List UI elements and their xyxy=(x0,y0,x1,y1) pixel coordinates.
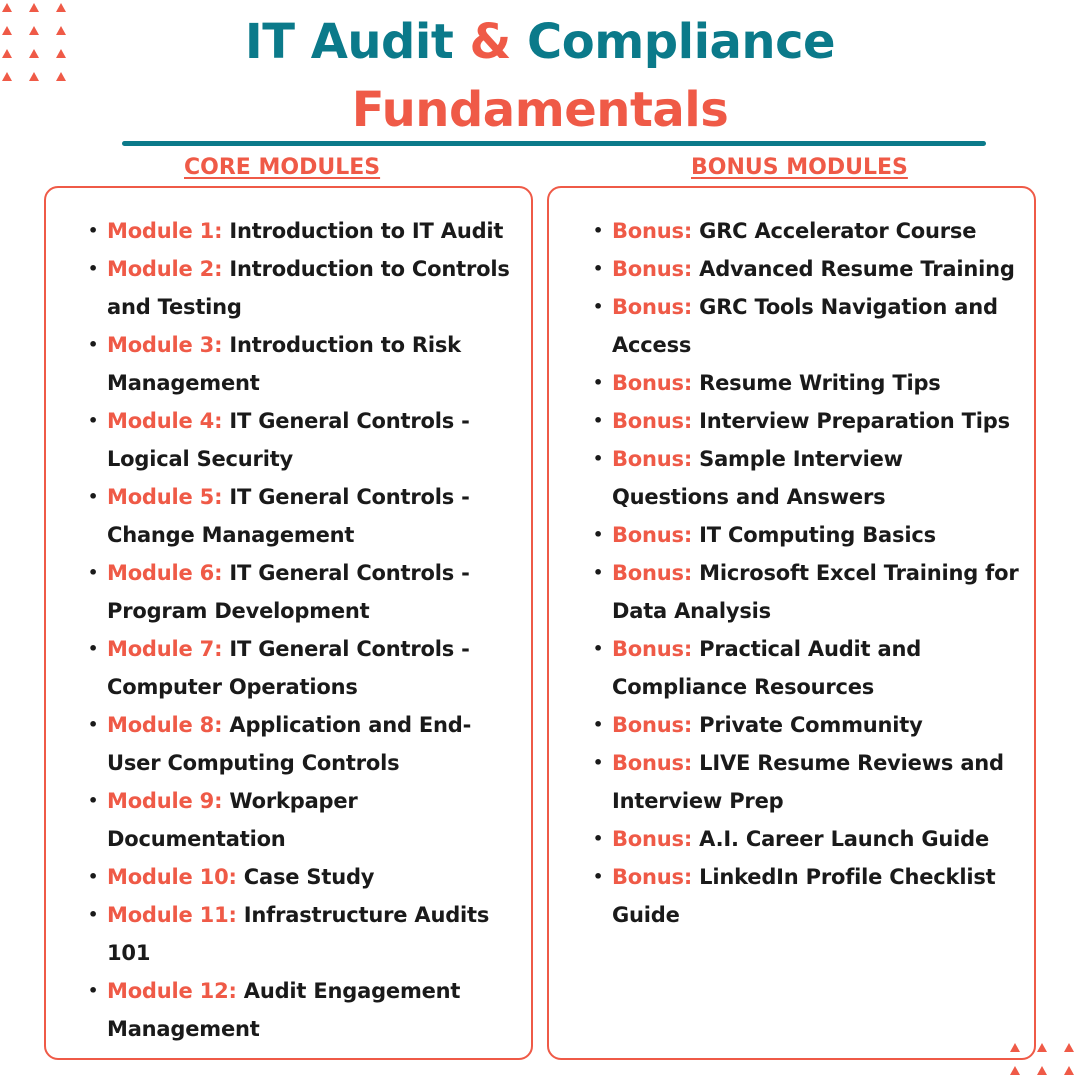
title-part-1: IT Audit xyxy=(244,14,470,70)
triangle-icon xyxy=(29,72,39,81)
bonus-module-item-text: Resume Writing Tips xyxy=(692,371,941,395)
bonus-module-item-label: Bonus: xyxy=(612,637,693,661)
bonus-module-item-text: Interview Preparation Tips xyxy=(692,409,1010,433)
bonus-module-item-label: Bonus: xyxy=(612,561,693,585)
bonus-module-item xyxy=(593,744,1025,820)
triangle-icon xyxy=(29,3,39,12)
core-module-item-label: Module 6: xyxy=(107,561,223,585)
bonus-module-item-label: Bonus: xyxy=(612,865,693,889)
core-module-item-label: Module 7: xyxy=(107,637,223,661)
core-module-item-label: Module 1: xyxy=(107,219,223,243)
core-module-item-label: Module 10: xyxy=(107,865,237,889)
core-module-item xyxy=(88,972,520,1048)
bonus-module-item-text: Advanced Resume Training xyxy=(692,257,1015,281)
core-modules-heading: CORE MODULES xyxy=(184,155,381,180)
bonus-module-item-text: LIVE Resume Reviews and Interview Prep xyxy=(612,751,1004,813)
core-module-item xyxy=(88,212,520,250)
core-module-item-text: IT General Controls - Computer Operations xyxy=(107,637,470,699)
core-module-item-label: Module 12: xyxy=(107,979,237,1003)
core-module-item-text: Workpaper Documentation xyxy=(107,789,358,851)
core-module-item xyxy=(88,782,520,858)
bonus-module-item-text: GRC Tools Navigation and Access xyxy=(612,295,998,357)
triangle-icon xyxy=(2,3,12,12)
triangle-icon xyxy=(56,3,66,12)
bullet-icon: • xyxy=(593,867,604,886)
core-module-item xyxy=(88,250,520,326)
triangle-icon xyxy=(1064,1066,1074,1075)
core-module-item-text: Audit Engagement Management xyxy=(107,979,461,1041)
core-module-item-text: IT General Controls - Change Management xyxy=(107,485,470,547)
bonus-module-item-text: Private Community xyxy=(692,713,923,737)
bonus-module-item-label: Bonus: xyxy=(612,371,693,395)
bonus-module-item xyxy=(593,402,1025,440)
bonus-module-item xyxy=(593,440,1025,516)
bullet-icon: • xyxy=(88,335,99,354)
bonus-module-item-text: Microsoft Excel Training for Data Analysis xyxy=(612,561,1019,623)
title-ampersand: & xyxy=(469,14,511,70)
bullet-icon: • xyxy=(593,829,604,848)
bullet-icon: • xyxy=(88,905,99,924)
bonus-module-item xyxy=(593,554,1025,630)
bullet-icon: • xyxy=(593,563,604,582)
core-module-item xyxy=(88,554,520,630)
bullet-icon: • xyxy=(88,715,99,734)
bullet-icon: • xyxy=(88,639,99,658)
bonus-module-item xyxy=(593,820,1025,858)
core-module-item-text: IT General Controls - Program Development xyxy=(107,561,470,623)
bonus-module-item-label: Bonus: xyxy=(612,409,693,433)
bonus-module-item-text: A.I. Career Launch Guide xyxy=(692,827,989,851)
bullet-icon: • xyxy=(593,259,604,278)
bullet-icon: • xyxy=(593,449,604,468)
bonus-module-item-text: Sample Interview Questions and Answers xyxy=(612,447,903,509)
bullet-icon: • xyxy=(593,525,604,544)
bonus-module-item xyxy=(593,630,1025,706)
core-module-item-text: Application and End-User Computing Controls xyxy=(107,713,472,775)
bonus-module-item xyxy=(593,516,1025,554)
bonus-modules-list xyxy=(593,212,1025,934)
bullet-icon: • xyxy=(593,373,604,392)
bonus-module-item-label: Bonus: xyxy=(612,827,693,851)
bonus-module-item xyxy=(593,250,1025,288)
core-module-item-label: Module 3: xyxy=(107,333,223,357)
core-module-item xyxy=(88,706,520,782)
bullet-icon: • xyxy=(593,753,604,772)
triangle-icon xyxy=(2,72,12,81)
bullet-icon: • xyxy=(88,981,99,1000)
core-module-item xyxy=(88,402,520,478)
core-module-item-text: IT General Controls - Logical Security xyxy=(107,409,470,471)
bonus-module-item-text: Practical Audit and Compliance Resources xyxy=(612,637,922,699)
bonus-module-item-label: Bonus: xyxy=(612,751,693,775)
bullet-icon: • xyxy=(88,411,99,430)
page-subtitle: Fundamentals xyxy=(351,82,729,138)
bullet-icon: • xyxy=(593,715,604,734)
core-module-item xyxy=(88,326,520,402)
core-module-item-text: Introduction to Controls and Testing xyxy=(107,257,510,319)
bullet-icon: • xyxy=(88,221,99,240)
title-divider xyxy=(122,141,986,146)
bonus-module-item xyxy=(593,212,1025,250)
bullet-icon: • xyxy=(593,221,604,240)
bonus-module-item-label: Bonus: xyxy=(612,219,693,243)
bullet-icon: • xyxy=(88,791,99,810)
bullet-icon: • xyxy=(593,411,604,430)
bullet-icon: • xyxy=(88,259,99,278)
core-module-item-label: Module 8: xyxy=(107,713,223,737)
bonus-module-item-text: IT Computing Basics xyxy=(692,523,936,547)
core-module-item-label: Module 2: xyxy=(107,257,223,281)
bonus-module-item-label: Bonus: xyxy=(612,257,693,281)
bonus-module-item-label: Bonus: xyxy=(612,523,693,547)
core-module-item-text: Case Study xyxy=(236,865,375,889)
core-modules-list xyxy=(88,212,520,1048)
bonus-module-item-label: Bonus: xyxy=(612,447,693,471)
bullet-icon: • xyxy=(88,487,99,506)
bonus-module-item xyxy=(593,288,1025,364)
core-module-item xyxy=(88,630,520,706)
bullet-icon: • xyxy=(593,639,604,658)
bonus-module-item xyxy=(593,858,1025,934)
core-module-item-text: Introduction to Risk Management xyxy=(107,333,461,395)
core-module-item xyxy=(88,478,520,554)
core-module-item-label: Module 9: xyxy=(107,789,223,813)
core-module-item xyxy=(88,896,520,972)
bonus-modules-heading: BONUS MODULES xyxy=(691,155,908,180)
bonus-module-item-text: LinkedIn Profile Checklist Guide xyxy=(612,865,996,927)
core-module-item xyxy=(88,858,520,896)
triangle-icon xyxy=(1037,1066,1047,1075)
core-module-item-text: Infrastructure Audits 101 xyxy=(107,903,490,965)
core-module-item-label: Module 5: xyxy=(107,485,223,509)
bonus-module-item-text: GRC Accelerator Course xyxy=(692,219,977,243)
bonus-module-item xyxy=(593,706,1025,744)
title-part-2: Compliance xyxy=(510,14,836,70)
core-module-item-text: Introduction to IT Audit xyxy=(222,219,504,243)
bullet-icon: • xyxy=(593,297,604,316)
bullet-icon: • xyxy=(88,867,99,886)
triangle-icon xyxy=(56,72,66,81)
bonus-module-item-label: Bonus: xyxy=(612,295,693,319)
triangle-icon xyxy=(1037,1043,1047,1052)
bonus-module-item-label: Bonus: xyxy=(612,713,693,737)
triangle-icon xyxy=(1064,1043,1074,1052)
core-module-item-label: Module 4: xyxy=(107,409,223,433)
bullet-icon: • xyxy=(88,563,99,582)
page-title xyxy=(0,14,1080,70)
triangle-icon xyxy=(1010,1066,1020,1075)
core-module-item-label: Module 11: xyxy=(107,903,237,927)
bonus-module-item xyxy=(593,364,1025,402)
